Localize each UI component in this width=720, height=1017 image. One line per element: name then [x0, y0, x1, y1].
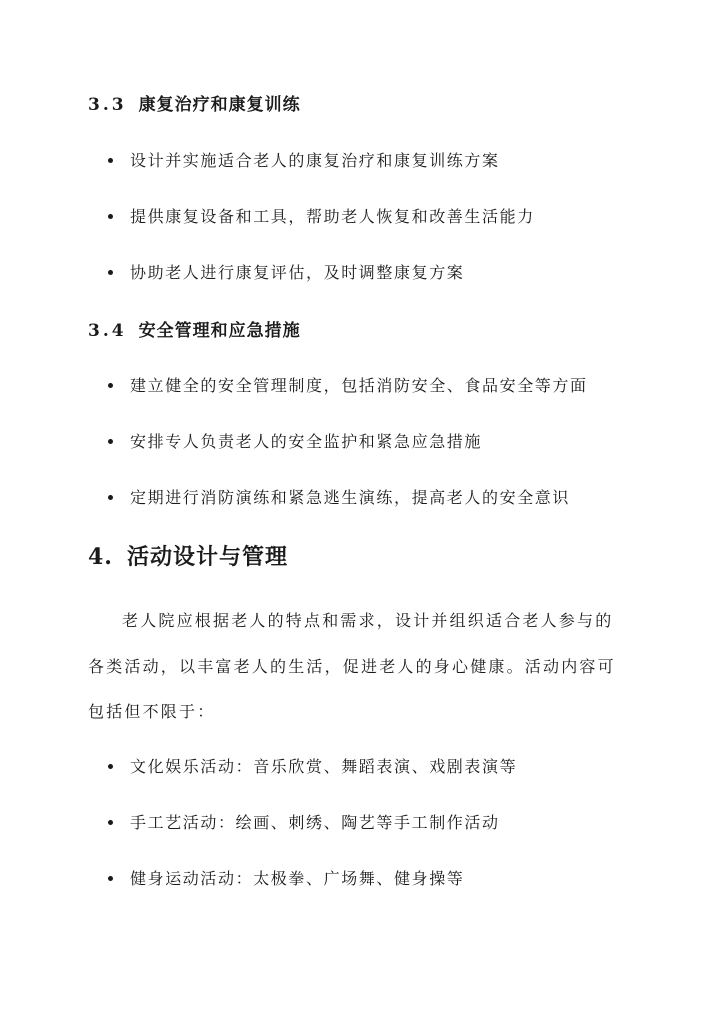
paragraph-line: 老人院应根据老人的特点和需求，设计并组织适合老人参与的 [122, 611, 614, 630]
bullet-icon [108, 158, 113, 163]
list-item-text: 文化娱乐活动：音乐欣赏、舞蹈表演、戏剧表演等 [130, 757, 518, 776]
section-title: 安全管理和应急措施 [138, 321, 301, 341]
list-item-text: 协助老人进行康复评估，及时调整康复方案 [130, 263, 465, 282]
bullet-icon [108, 270, 113, 275]
list-item [108, 204, 535, 227]
bullet-icon [108, 876, 113, 881]
bullet-icon [108, 214, 113, 219]
list-item [108, 866, 464, 889]
bullet-icon [108, 439, 113, 444]
list-item [108, 810, 500, 833]
section-heading-3-3 [88, 90, 301, 115]
list-item-text: 设计并实施适合老人的康复治疗和康复训练方案 [130, 151, 500, 170]
section-heading-3-4 [88, 316, 301, 341]
section-number: 3.3 [88, 95, 127, 115]
section-title: 康复治疗和康复训练 [138, 95, 301, 115]
list-item-text: 手工艺活动：绘画、刺绣、陶艺等手工制作活动 [130, 813, 500, 832]
section-heading-4 [88, 540, 288, 571]
list-item-text: 健身运动活动：太极拳、广场舞、健身操等 [130, 869, 465, 888]
list-item [108, 260, 464, 283]
bullet-icon [108, 764, 113, 769]
list-item [108, 148, 500, 171]
list-item-text: 定期进行消防演练和紧急逃生演练，提高老人的安全意识 [130, 488, 571, 507]
list-item [108, 754, 517, 777]
bullet-icon [108, 820, 113, 825]
list-item-text: 建立健全的安全管理制度，包括消防安全、食品安全等方面 [130, 376, 588, 395]
bullet-icon [108, 383, 113, 388]
list-item-text: 安排专人负责老人的安全监护和紧急应急措施 [130, 432, 483, 451]
paragraph-line: 各类活动，以丰富老人的生活，促进老人的身心健康。活动内容可 [88, 657, 616, 676]
list-item [108, 485, 570, 508]
section-number: 3.4 [88, 321, 127, 341]
list-item [108, 373, 588, 396]
bullet-icon [108, 495, 113, 500]
paragraph-line: 包括但不限于： [88, 702, 216, 721]
list-item [108, 429, 482, 452]
section-number: 4. [88, 544, 113, 570]
list-item-text: 提供康复设备和工具，帮助老人恢复和改善生活能力 [130, 207, 535, 226]
section-title: 活动设计与管理 [126, 544, 288, 570]
